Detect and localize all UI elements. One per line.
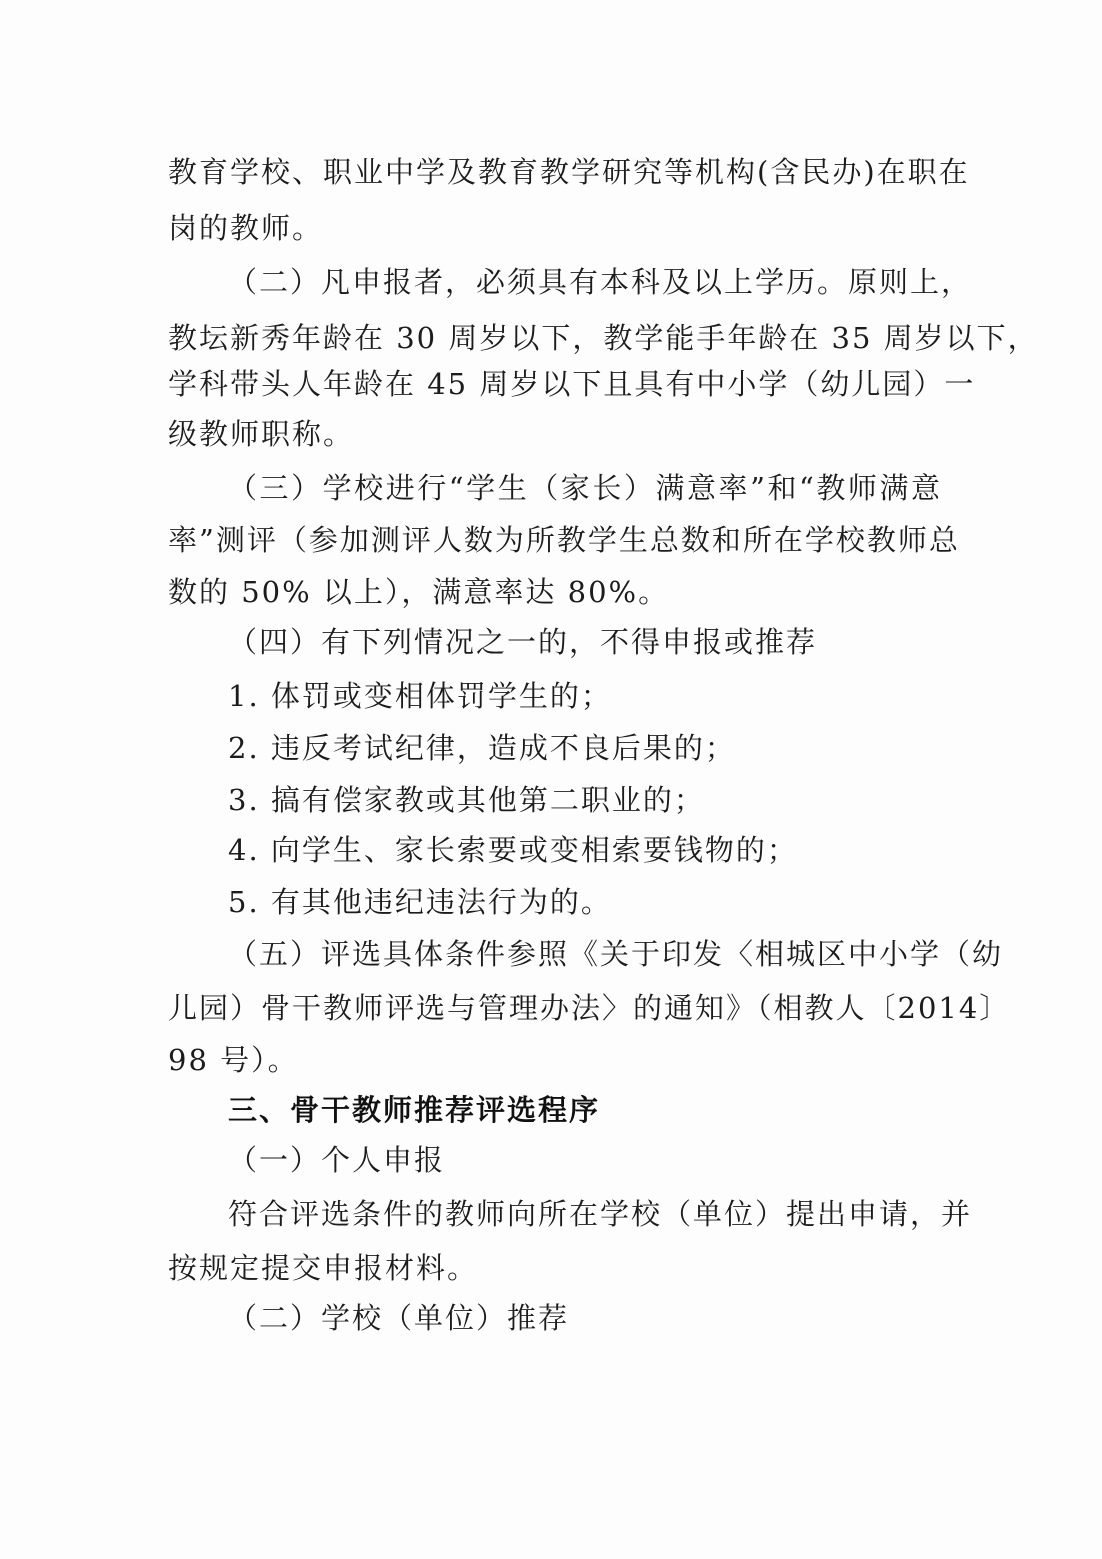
list-item-4: 4. 向学生、家长索要或变相索要钱物的； [228,833,798,867]
list-item-2: 2. 违反考试纪律，造成不良后果的； [228,731,736,765]
body-line: 符合评选条件的教师向所在学校（单位）提出申请，并 [228,1197,973,1231]
body-line: 级教师职称。 [168,417,355,451]
list-item-5: 5. 有其他违纪违法行为的。 [228,885,612,919]
list-item-3: 3. 搞有偿家教或其他第二职业的； [228,783,705,817]
body-line: 教育学校、职业中学及教育教学研究等机构(含民办)在职在 [168,155,970,189]
body-line: 按规定提交申报材料。 [168,1251,479,1285]
section-heading: 三、骨干教师推荐评选程序 [228,1093,601,1127]
paragraph-item-2: （二）凡申报者，必须具有本科及以上学历。原则上， [228,265,973,299]
body-line: 岗的教师。 [168,211,324,245]
subsection-heading: （二）学校（单位）推荐 [228,1301,570,1335]
body-line: 数的 50% 以上），满意率达 80%。 [168,575,670,609]
body-line: 教坛新秀年龄在 30 周岁以下，教学能手年龄在 35 周岁以下， [168,321,1039,355]
paragraph-item-5: （五）评选具体条件参照《关于印发〈相城区中小学（幼 [228,937,1004,971]
body-line: 率”测评（参加测评人数为所教学生总数和所在学校教师总 [168,523,960,557]
subsection-heading: （一）个人申报 [228,1143,446,1177]
body-line: 儿园）骨干教师评选与管理办法〉的通知》（相教人〔2014〕 [168,991,1011,1025]
paragraph-item-4: （四）有下列情况之一的，不得申报或推荐 [228,625,818,659]
body-line: 学科带头人年龄在 45 周岁以下且具有中小学（幼儿园）一 [168,367,976,401]
body-line: 98 号）。 [168,1043,299,1077]
paragraph-item-3: （三）学校进行“学生（家长）满意率”和“教师满意 [228,471,942,505]
list-item-1: 1. 体罚或变相体罚学生的； [228,679,612,713]
